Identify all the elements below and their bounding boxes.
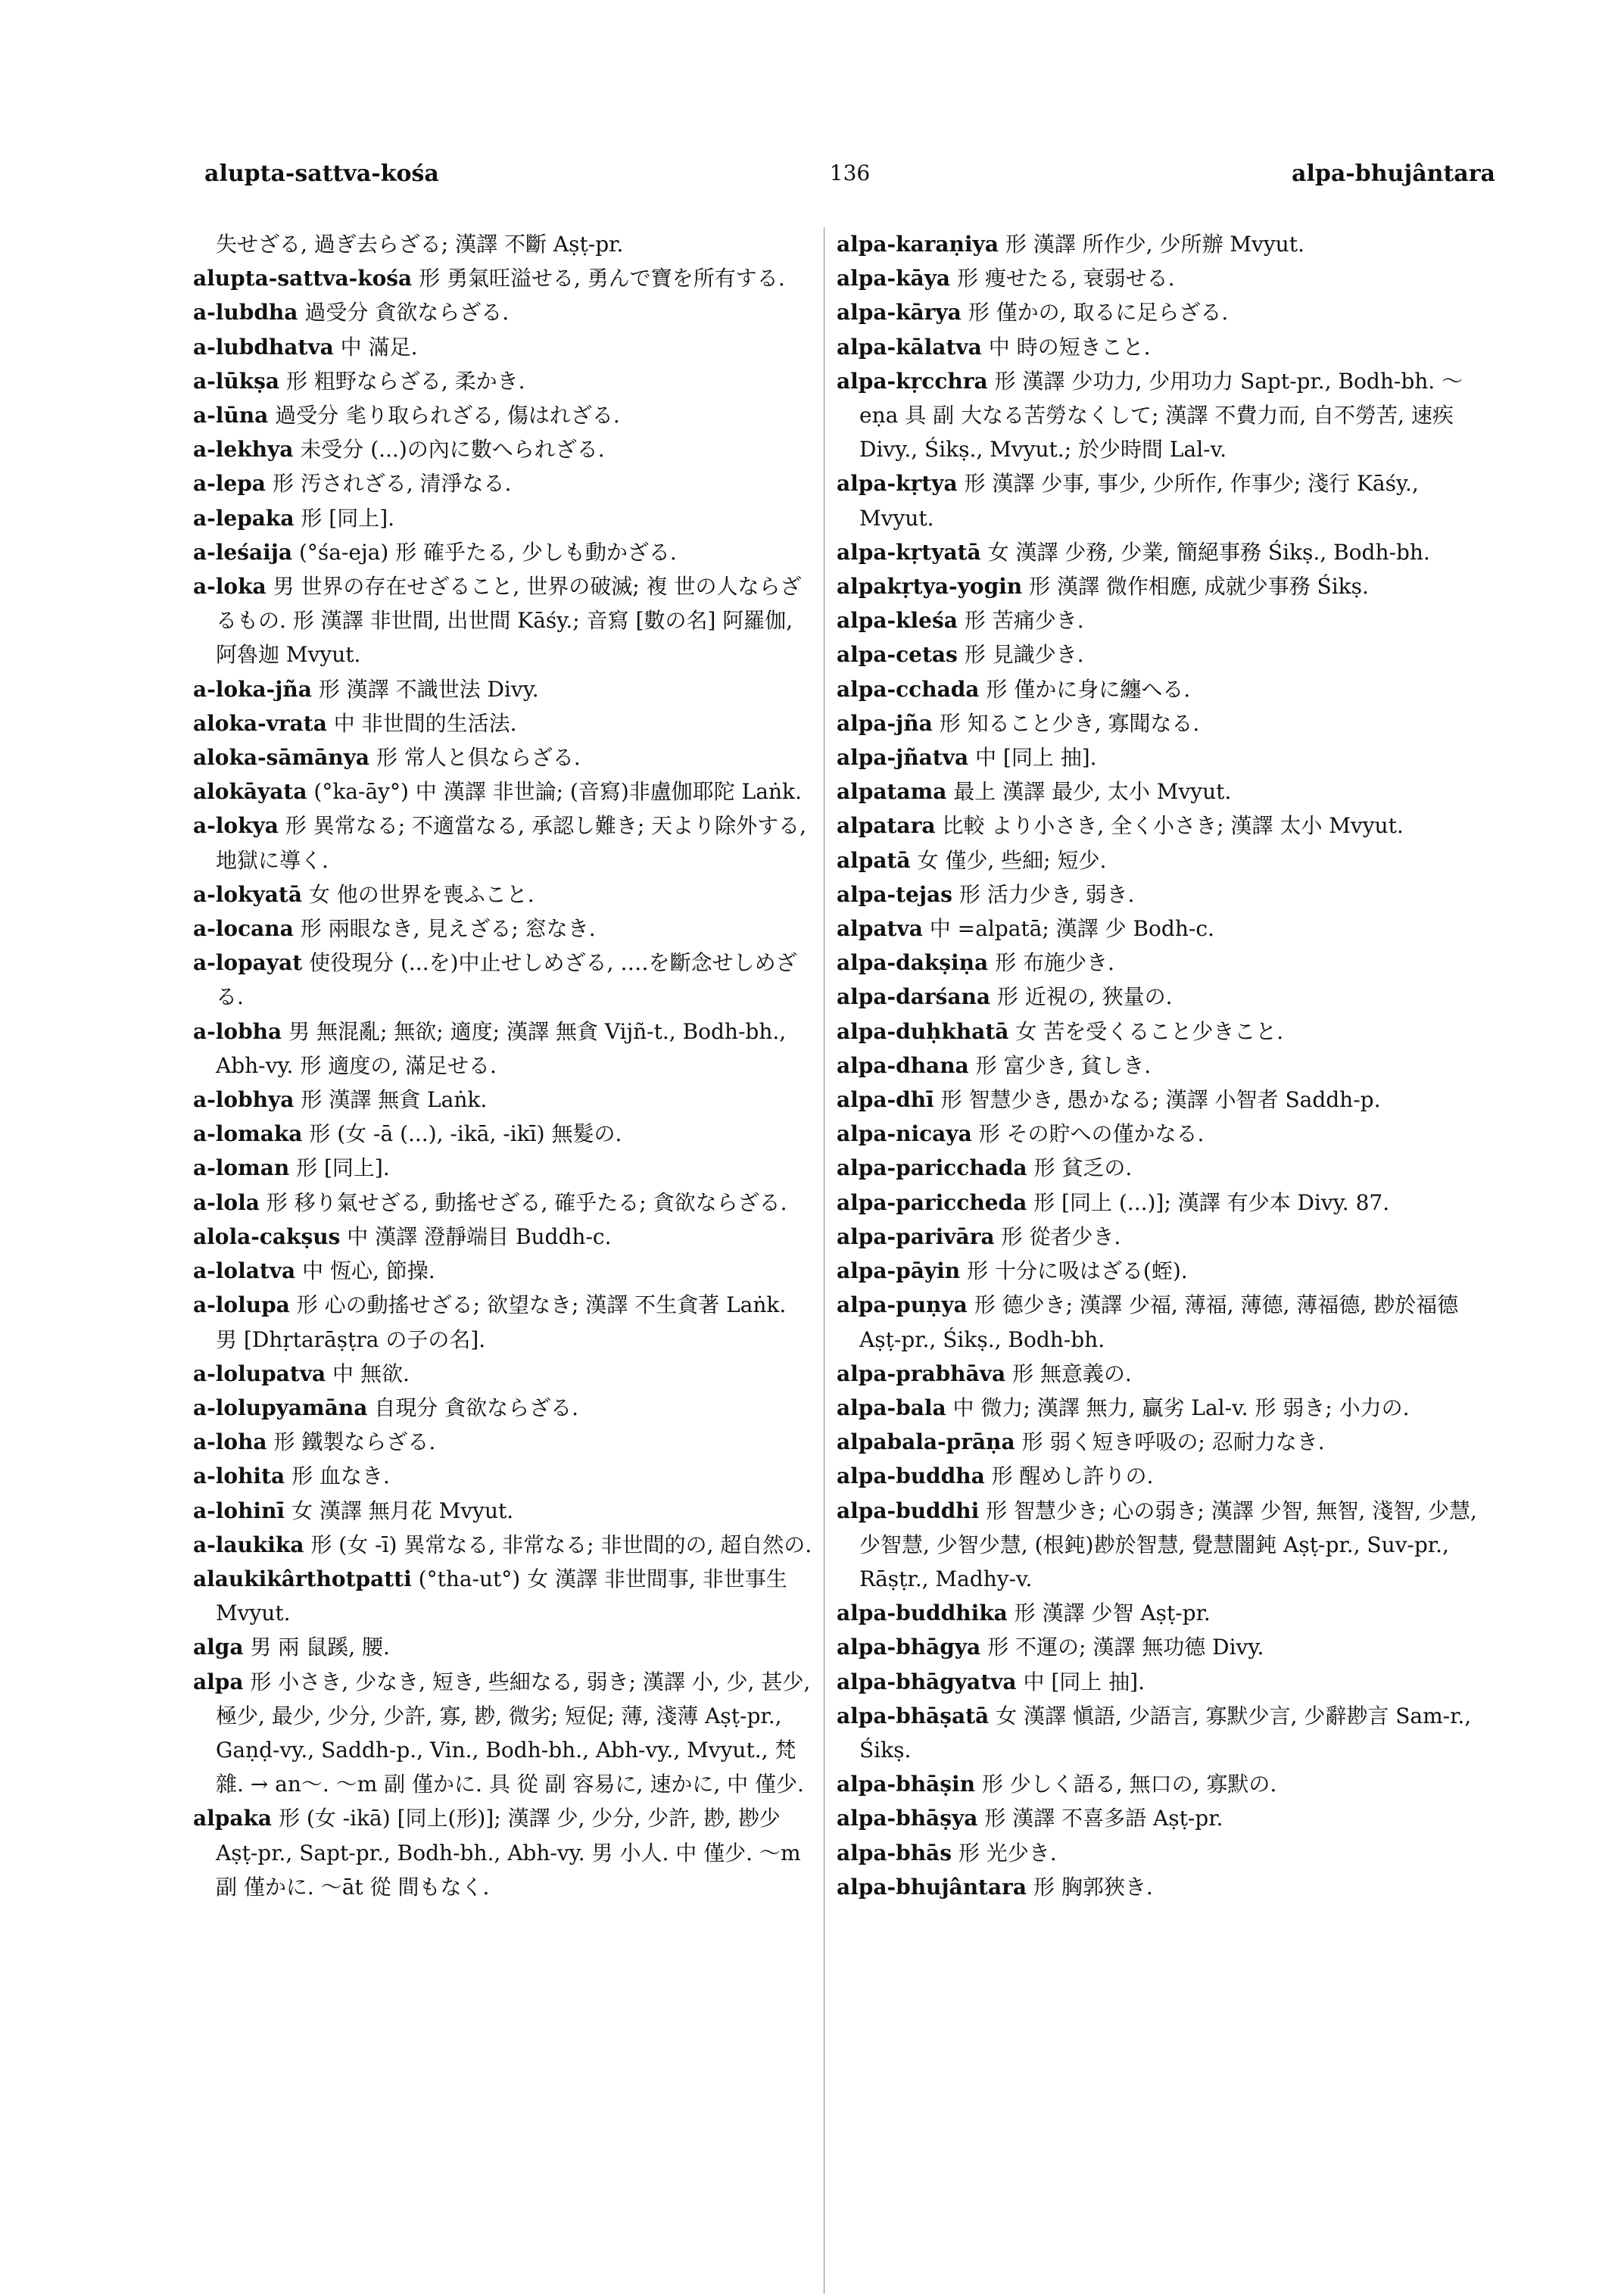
entry-definition: 形 弱く短き呼吸の; 忍耐力なき.	[1021, 1429, 1325, 1455]
entry-headword: alpa-buddhi	[837, 1498, 980, 1523]
entry-definition: 形 鐵製ならざる.	[273, 1429, 436, 1455]
dictionary-entry	[193, 1015, 814, 1083]
dictionary-entry	[837, 1391, 1499, 1425]
entry-headword: alpabala-prāṇa	[837, 1429, 1015, 1455]
entry-definition: 中 無欲.	[332, 1361, 410, 1386]
dictionary-entry	[193, 1151, 814, 1185]
dictionary-entry	[837, 946, 1499, 980]
entry-definition: 形 知ること少き, 寡聞なる.	[939, 710, 1200, 736]
entry-headword: alpa-bhās	[837, 1840, 952, 1865]
entry-headword: a-lohinī	[193, 1498, 285, 1523]
dictionary-entry	[193, 1630, 814, 1664]
entry-headword: a-lopayat	[193, 950, 303, 976]
entry-headword: alpa-kāya	[837, 266, 951, 291]
entry-headword: alpa-bhāṣin	[837, 1772, 975, 1797]
dictionary-entry	[193, 1220, 814, 1254]
entry-definition: 形 粗野ならざる, 柔かき.	[285, 368, 525, 394]
entry-definition: 形 無意義の.	[1012, 1361, 1132, 1386]
dictionary-entry	[193, 364, 814, 398]
dictionary-entry	[193, 1665, 814, 1802]
entry-headword: alga	[193, 1635, 244, 1660]
entry-definition: 形 智慧少き, 愚かなる; 漢譯 小智者 Saddh-p.	[940, 1087, 1381, 1113]
running-head-left: alupta-sattva-kośa	[204, 161, 439, 187]
dictionary-entry	[837, 1117, 1499, 1151]
entry-definition: 形 富少き, 貧しき.	[975, 1052, 1152, 1078]
entry-headword: alola-cakṣus	[193, 1223, 341, 1249]
entry-headword: alpa-kṛtya	[837, 471, 958, 497]
dictionary-entry	[193, 1083, 814, 1117]
dictionary-entry	[193, 775, 814, 809]
entry-headword: alpa-duḥkhatā	[837, 1018, 1009, 1044]
entry-headword: alpa-cetas	[837, 642, 958, 668]
entry-headword: a-lūkṣa	[193, 368, 280, 394]
entry-headword: aloka-vrata	[193, 710, 327, 736]
dictionary-entry	[193, 1391, 814, 1425]
entry-headword: a-lolupatva	[193, 1361, 326, 1386]
entry-definition: 中 滿足.	[340, 334, 418, 360]
entry-definition: (°śa-eja) 形 確乎たる, 少しも動かざる.	[298, 539, 677, 565]
dictionary-entry	[837, 1630, 1499, 1664]
entry-headword: alpatva	[837, 916, 923, 942]
entry-definition: 中 非世間的生活法.	[333, 710, 517, 736]
entry-definition: 形 苦痛少き.	[964, 608, 1084, 634]
entry-headword: alpa-bhāgyatva	[837, 1669, 1017, 1694]
dictionary-entry	[837, 1767, 1499, 1801]
entry-definition: 使役現分 (...を)中止せしめざる, ‥‥を斷念せしめざる.	[216, 950, 797, 1010]
entry-definition: 形 光少き.	[958, 1840, 1057, 1865]
entry-definition: 形 [同上].	[296, 1155, 390, 1181]
entry-definition: 自現分 貪欲ならざる.	[374, 1395, 579, 1420]
dictionary-entry	[837, 740, 1499, 775]
dictionary-entry	[193, 1357, 814, 1391]
dictionary-entry	[193, 398, 814, 432]
entry-definition: 失せざる, 過ぎ去らざる; 漢譯 不斷 Aṣṭ-pr.	[216, 232, 624, 257]
entry-definition: 女 漢譯 愼語, 少語言, 寡默少言, 少辭尠言 Sam-r., Śikṣ.	[859, 1703, 1472, 1763]
dictionary-entry	[837, 569, 1499, 603]
entry-headword: alpa-dhī	[837, 1087, 934, 1113]
dictionary-entry	[193, 227, 814, 261]
entry-definition: 形 十分に吸はざる(蛭).	[967, 1258, 1188, 1284]
entry-headword: a-lubdha	[193, 300, 298, 326]
dictionary-entry	[193, 432, 814, 466]
entry-definition: 女 他の世界を喪ふこと.	[308, 881, 535, 907]
dictionary-entry	[837, 672, 1499, 706]
entry-headword: a-lubdhatva	[193, 334, 334, 360]
entry-headword: a-leśaija	[193, 539, 293, 565]
entry-headword: alpa-bhujântara	[837, 1874, 1027, 1900]
entry-definition: 形 異常なる; 不適當なる, 承認し難き; 天より除外する, 地獄に導く.	[216, 813, 807, 873]
dictionary-entry	[837, 775, 1499, 809]
dictionary-entry	[193, 1186, 814, 1220]
entry-headword: a-lokyatā	[193, 881, 302, 907]
dictionary-entry	[837, 466, 1499, 535]
entry-definition: 形 漢譯 少事, 事少, 少所作, 作事少; 淺行 Kāśy., Mvyut.	[859, 471, 1419, 531]
entry-headword: a-lolupa	[193, 1292, 290, 1318]
entry-definition: 形 その貯への僅かなる.	[978, 1121, 1205, 1147]
entry-definition: 男 世界の存在せざること, 世界の破滅; 複 世の人ならざるもの. 形 漢譯 非世間, 出世間 Kāśy.; 音寫 [數の名] 阿羅伽, 阿魯迦 Mvyut.	[216, 574, 802, 668]
dictionary-entry	[837, 1357, 1499, 1391]
entry-definition: 形 小さき, 少なき, 短き, 些細なる, 弱き; 漢譯 小, 少, 甚少, 極少, 最少, 少分, 少許, 寡, 尠, 微劣; 短促; 薄, 淺薄 Aṣṭ-pr., Gaṇḍ-vy., Saddh-p., Vin., Bodh-bh., Abh-vy., Mvyut., 梵雜. → an〜. 〜m 副 僅かに. 具 從 副 容易に, 速かに, 中 僅少.	[216, 1669, 811, 1797]
entry-definition: 中 微力; 漢譯 無力, 贏劣 Lal-v. 形 弱き; 小力の.	[952, 1395, 1410, 1420]
dictionary-entry	[837, 1049, 1499, 1083]
entry-headword: alpatā	[837, 847, 911, 873]
dictionary-entry	[193, 946, 814, 1014]
entry-definition: 形 痩せたる, 衰弱せる.	[956, 266, 1175, 291]
entry-headword: alpa-karaṇiya	[837, 232, 999, 257]
dictionary-entry	[837, 1699, 1499, 1767]
dictionary-entry	[837, 1665, 1499, 1699]
entry-headword: a-loka	[193, 574, 267, 600]
dictionary-entry	[193, 261, 814, 295]
entry-definition: 形 智慧少き; 心の弱き; 漢譯 少智, 無智, 淺智, 少慧, 少智慧, 少智少慧, (根鈍)尠於智慧, 覺慧闇鈍 Aṣṭ-pr., Suv-pr., Rāṣṭr., Madhy-v.	[859, 1498, 1477, 1591]
entry-headword: alpa-bhāṣya	[837, 1806, 978, 1831]
entry-headword: alpa-dakṣiṇa	[837, 950, 989, 976]
entry-headword: alpa-kleśa	[837, 608, 958, 634]
dictionary-entry	[837, 1425, 1499, 1459]
dictionary-entry	[837, 1015, 1499, 1049]
entry-definition: 女 苦を受くること少きこと.	[1015, 1018, 1284, 1044]
entry-definition: 中 恆心, 節操.	[302, 1258, 435, 1284]
entry-headword: a-lolupyamāna	[193, 1395, 368, 1420]
entry-headword: alpa-kārya	[837, 300, 962, 326]
running-head-right: alpa-bhujântara	[1292, 161, 1495, 187]
entry-headword: alpa-bhāgya	[837, 1635, 981, 1660]
entry-definition: 形 移り氣せざる, 動搖せざる, 確乎たる; 貪欲ならざる.	[266, 1189, 787, 1215]
page-header	[204, 161, 1495, 198]
dictionary-entry	[193, 1528, 814, 1562]
entry-definition: 形 (女 -ī) 異常なる, 非常なる; 非世間的の, 超自然の.	[310, 1532, 812, 1557]
dictionary-entry	[193, 535, 814, 569]
dictionary-entry	[837, 603, 1499, 637]
entry-definition: 形 [同上 (...)]; 漢譯 有少本 Divy. 87.	[1033, 1189, 1390, 1215]
entry-definition: 中 漢譯 澄靜端目 Buddh-c.	[347, 1223, 612, 1249]
dictionary-entry	[193, 809, 814, 877]
dictionary-entry	[193, 1254, 814, 1288]
dictionary-entry	[837, 1801, 1499, 1835]
entry-definition: 形 勇氣旺溢せる, 勇んで寶を所有する.	[419, 266, 785, 291]
entry-definition: 形 不運の; 漢譯 無功德 Divy.	[987, 1635, 1264, 1660]
entry-definition: 形 僅かの, 取るに足らざる.	[968, 300, 1229, 326]
entry-definition: (°tha-ut°) 女 漢譯 非世間事, 非世事生 Mvyut.	[216, 1566, 787, 1626]
dictionary-entry	[193, 1562, 814, 1630]
entry-headword: a-lohita	[193, 1463, 285, 1489]
entry-headword: alpakṛtya-yogin	[837, 574, 1023, 600]
entry-definition: 比較 より小さき, 全く小さき; 漢譯 太小 Mvyut.	[942, 813, 1404, 839]
dictionary-entry	[193, 877, 814, 912]
entry-headword: a-loman	[193, 1155, 290, 1181]
dictionary-entry	[837, 637, 1499, 672]
entry-definition: 形 常人と倶ならざる.	[376, 745, 581, 771]
dictionary-entry	[837, 295, 1499, 329]
entry-headword: a-lola	[193, 1189, 260, 1215]
entry-definition: 形 兩眼なき, 見えざる; 窓なき.	[300, 916, 596, 942]
entry-definition: 形 僅かに身に纏へる.	[986, 676, 1191, 702]
entry-definition: 過受分 貪欲ならざる.	[304, 300, 510, 326]
entry-headword: alpa-parivāra	[837, 1223, 995, 1249]
entry-definition: 形 胸郭狹き.	[1033, 1874, 1153, 1900]
entry-definition: 形 [同上].	[301, 505, 395, 531]
entry-definition: 中 [同上 抽].	[1023, 1669, 1146, 1694]
entry-definition: 形 德少き; 漢譯 少福, 薄福, 薄德, 薄福德, 尠於福德 Aṣṭ-pr., Śikṣ., Bodh-bh.	[859, 1292, 1459, 1352]
dictionary-entry	[193, 501, 814, 535]
entry-headword: alpa-buddhika	[837, 1601, 1008, 1626]
dictionary-entry	[193, 1425, 814, 1459]
dictionary-entry	[837, 1596, 1499, 1630]
dictionary-entry	[193, 295, 814, 329]
page-number: 136	[829, 161, 871, 185]
entry-definition: 形 漢譯 不識世法 Divy.	[318, 676, 539, 702]
dictionary-entry	[837, 364, 1499, 467]
entry-headword: alpa-tejas	[837, 881, 952, 907]
entry-definition: 形 (女 -ā (...), -ikā, -ikī) 無髮の.	[309, 1121, 622, 1147]
entry-headword: alokāyata	[193, 779, 307, 805]
dictionary-entry	[837, 535, 1499, 569]
dictionary-entry	[837, 227, 1499, 261]
dictionary-entry	[193, 466, 814, 500]
entry-headword: a-lobha	[193, 1018, 282, 1044]
dictionary-entry	[193, 330, 814, 364]
entry-headword: alpa-kṛtyatā	[837, 539, 981, 565]
entry-headword: alpaka	[193, 1806, 273, 1831]
entry-headword: alpa-buddha	[837, 1463, 985, 1489]
entry-definition: 中 時の短きこと.	[988, 334, 1151, 360]
entry-headword: alpa-bhāṣatā	[837, 1703, 990, 1728]
entry-headword: alpa-nicaya	[837, 1121, 972, 1147]
entry-definition: 形 血なき.	[291, 1463, 390, 1489]
entry-headword: a-loha	[193, 1429, 267, 1455]
entry-definition: 形 漢譯 不喜多語 Aṣṭ-pr.	[984, 1806, 1223, 1831]
left-column	[193, 227, 814, 1904]
dictionary-entry	[837, 1870, 1499, 1904]
entry-headword: alpa-prabhāva	[837, 1361, 1006, 1386]
entry-headword: aloka-sāmānya	[193, 745, 370, 771]
dictionary-entry	[837, 1459, 1499, 1493]
dictionary-entry	[837, 1836, 1499, 1870]
entry-headword: a-lobhya	[193, 1087, 295, 1113]
dictionary-entry	[193, 912, 814, 946]
dictionary-entry	[837, 980, 1499, 1014]
entry-headword: alpatama	[837, 779, 947, 805]
entry-definition: 形 近視の, 狹量の.	[996, 984, 1173, 1010]
dictionary-entry	[837, 330, 1499, 364]
entry-headword: alpa	[193, 1669, 244, 1694]
entry-definition: 男 兩 鼠蹊, 腰.	[250, 1635, 390, 1660]
entry-definition: 形 漢譯 少功力, 少用功力 Sapt-pr., Bodh-bh. 〜eṇa 具 副 大なる苦勞なくして; 漢譯 不費力而, 自不勞苦, 速疾 Divy., Śikṣ., Mvyut.; 於少時間 Lal-v.	[859, 368, 1463, 463]
entry-definition: 形 活力少き, 弱き.	[959, 881, 1135, 907]
entry-definition: 形 心の動搖せざる; 欲望なき; 漢譯 不生貪著 Laṅk. 男 [Dhṛtarāṣṭra の子の名].	[216, 1292, 787, 1352]
entry-headword: alpa-pāyin	[837, 1258, 961, 1284]
entry-headword: a-lomaka	[193, 1121, 303, 1147]
entry-headword: alaukikârthotpatti	[193, 1566, 412, 1591]
entry-definition: 形 醒めし許りの.	[991, 1463, 1154, 1489]
entry-headword: a-lepa	[193, 471, 266, 497]
entry-definition: 形 少しく語る, 無口の, 寡默の.	[981, 1772, 1277, 1797]
entry-headword: a-lūna	[193, 403, 269, 429]
entry-definition: 形 漢譯 無貪 Laṅk.	[301, 1087, 488, 1113]
entry-headword: a-laukika	[193, 1532, 304, 1557]
dictionary-entry	[837, 706, 1499, 740]
dictionary-entry	[193, 1494, 814, 1528]
dictionary-entry	[193, 706, 814, 740]
entry-headword: a-loka-jña	[193, 676, 312, 702]
entry-definition: 女 漢譯 少務, 少業, 簡絕事務 Śikṣ., Bodh-bh.	[987, 539, 1430, 565]
entry-headword: alpatara	[837, 813, 936, 839]
dictionary-entry	[837, 1083, 1499, 1117]
dictionary-entry	[837, 1220, 1499, 1254]
dictionary-entry	[193, 1459, 814, 1493]
entry-headword: alpa-cchada	[837, 676, 980, 702]
entry-definition: 形 見識少き.	[964, 642, 1084, 668]
dictionary-entry	[837, 1151, 1499, 1185]
entry-headword: a-lokya	[193, 813, 279, 839]
dictionary-entry	[837, 809, 1499, 843]
dictionary-entry	[837, 1186, 1499, 1220]
dictionary-entry	[837, 1494, 1499, 1597]
entry-headword: alpa-jñatva	[837, 745, 969, 771]
entry-definition: 最上 漢譯 最少, 太小 Mvyut.	[953, 779, 1232, 805]
entry-headword: alpa-darśana	[837, 984, 990, 1010]
entry-definition: 中 [同上 抽].	[975, 745, 1097, 771]
entry-headword: alpa-kṛcchra	[837, 368, 988, 394]
entry-definition: 女 僅少, 些細; 短少.	[917, 847, 1107, 873]
entry-headword: alpa-bala	[837, 1395, 946, 1420]
dictionary-entry	[193, 1801, 814, 1904]
entry-headword: alpa-kālatva	[837, 334, 982, 360]
entry-definition: 過受分 毟り取られざる, 傷はれざる.	[275, 403, 620, 429]
entry-definition: 形 貧乏の.	[1033, 1155, 1133, 1181]
dictionary-entry	[193, 569, 814, 672]
dictionary-entry	[193, 672, 814, 706]
entry-headword: a-lekhya	[193, 437, 294, 463]
entry-definition: 中 =alpatā; 漢譯 少 Bodh-c.	[929, 916, 1214, 942]
entry-definition: 形 從者少き.	[1001, 1223, 1121, 1249]
dictionary-entry	[193, 740, 814, 775]
entry-definition: 形 (女 -ikā) [同上(形)]; 漢譯 少, 少分, 少許, 尠, 尠少 Aṣṭ-pr., Sapt-pr., Bodh-bh., Abh-vy. 男 小人. 中 僅少. 〜m 副 僅かに. 〜āt 從 間もなく.	[216, 1806, 801, 1900]
entry-headword: a-lepaka	[193, 505, 295, 531]
right-column	[837, 227, 1499, 1904]
entry-definition: 男 無混亂; 無欲; 適度; 漢譯 無貪 Vijñ-t., Bodh-bh., Abh-vy. 形 適度の, 滿足せる.	[216, 1018, 787, 1078]
entry-headword: alpa-puṇya	[837, 1292, 968, 1318]
entry-headword: a-locana	[193, 916, 294, 942]
dictionary-entry	[837, 1254, 1499, 1288]
entry-definition: (°ka-āy°) 中 漢譯 非世論; (音寫)非盧伽耶陀 Laṅk.	[313, 779, 802, 805]
dictionary-entry	[837, 1288, 1499, 1356]
entry-definition: 形 漢譯 微作相應, 成就少事務 Śikṣ.	[1029, 574, 1369, 600]
dictionary-entry	[837, 843, 1499, 877]
dictionary-entry	[837, 912, 1499, 946]
dictionary-entry	[193, 1117, 814, 1151]
dictionary-entry	[193, 1288, 814, 1356]
entry-definition: 形 汚されざる, 清淨なる.	[272, 471, 512, 497]
entry-headword: alpa-jña	[837, 710, 933, 736]
entry-headword: alupta-sattva-kośa	[193, 266, 413, 291]
entry-definition: 未受分 (...)の內に數へられざる.	[300, 437, 605, 463]
dictionary-entry	[837, 261, 1499, 295]
entry-definition: 形 漢譯 少智 Aṣṭ-pr.	[1014, 1601, 1211, 1626]
entry-definition: 形 漢譯 所作少, 少所辦 Mvyut.	[1005, 232, 1304, 257]
entry-headword: alpa-paricchada	[837, 1155, 1027, 1181]
dictionary-entry	[837, 877, 1499, 912]
entry-headword: a-lolatva	[193, 1258, 296, 1284]
entry-headword: alpa-pariccheda	[837, 1189, 1027, 1215]
entry-definition: 女 漢譯 無月花 Mvyut.	[291, 1498, 514, 1523]
entry-headword: alpa-dhana	[837, 1052, 969, 1078]
entry-definition: 形 布施少き.	[995, 950, 1114, 976]
